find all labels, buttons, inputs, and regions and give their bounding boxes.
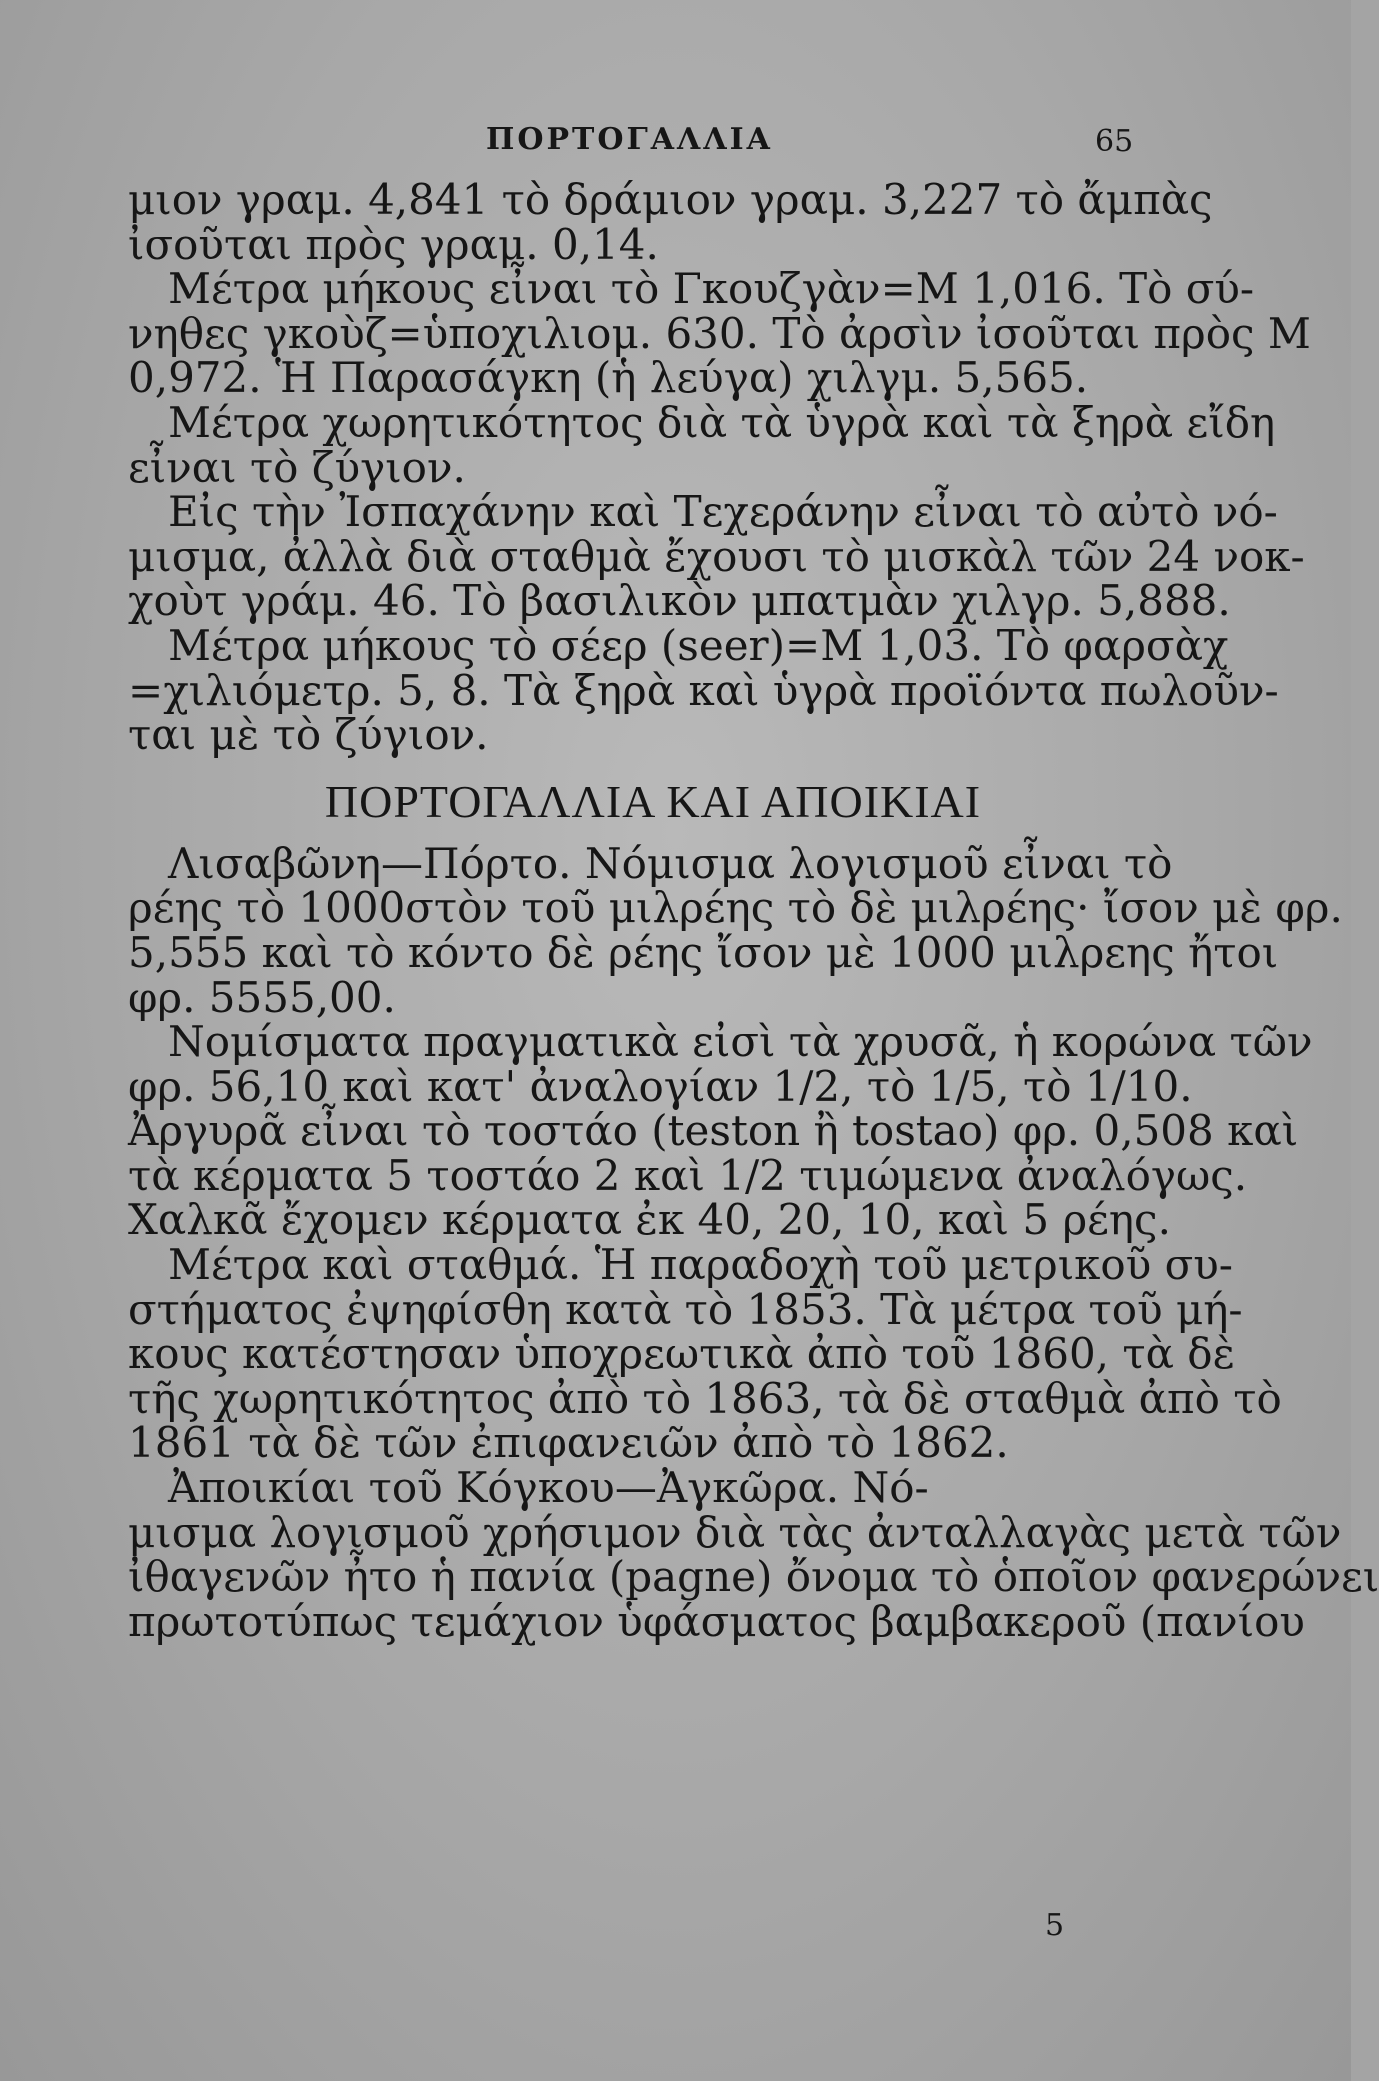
text-line: στήματος ἐψηφίσθη κατὰ τὸ 1853. Τὰ μέτρα τοῦ μή- [128, 1284, 1243, 1334]
section-heading: ΠΟΡΤΟΓΑΛΛΙΑ ΚΑΙ ΑΠΟΙΚΙΑΙ [324, 775, 982, 827]
running-title: ΠΟΡΤΟΓΑΛΛΙΑ [486, 122, 773, 157]
text-line: =χιλιόμετρ. 5, 8. Τὰ ξηρὰ καὶ ὑγρὰ προϊόντα πωλοῦν- [128, 665, 1279, 715]
body-text [128, 175, 1379, 1646]
text-line: μιον γραμ. 4,841 τὸ δράμιον γραμ. 3,227 τὸ ἄμπὰς [128, 175, 1213, 224]
text-line: ται μὲ τὸ ζύγιον. [128, 710, 489, 760]
text-line: Ἀποικίαι τοῦ Κόγκου—Ἀγκῶρα. Νό- [168, 1463, 929, 1513]
text-line: Νομίσματα πραγματικὰ εἰσὶ τὰ χρυσᾶ, ἡ κορώνα τῶν [168, 1017, 1313, 1067]
text-line: μισμα, ἀλλὰ διὰ σταθμὰ ἔχουσι τὸ μισκὰλ τῶν 24 νοκ- [128, 531, 1305, 581]
text-line: Μέτρα χωρητικότητος διὰ τὰ ὑγρὰ καὶ τὰ ξηρὰ εἴδη [168, 397, 1276, 447]
page-number: 65 [1095, 124, 1134, 159]
text-line: μισμα λογισμοῦ χρήσιμον διὰ τὰς ἀνταλλαγὰς μετὰ τῶν [128, 1507, 1342, 1557]
running-head [0, 122, 1351, 162]
text-line: πρωτοτύπως τεμάχιον ὑφάσματος βαμβακεροῦ (πανίου [128, 1596, 1305, 1646]
text-line: Λισαβῶνη—Πόρτο. Νόμισμα λογισμοῦ εἶναι τὸ [168, 838, 1173, 888]
text-line: χοὺτ γράμ. 46. Τὸ βασιλικὸν μπατμὰν χιλγρ. 5,888. [128, 576, 1231, 626]
text-line: ρέης τὸ 1000στὸν τοῦ μιλρέης τὸ δὲ μιλρέης· ἴσον μὲ φρ. [128, 883, 1343, 933]
text-line: φρ. 5555,00. [128, 972, 396, 1022]
signature-mark: 5 [1045, 1908, 1065, 1943]
text-line: 5,555 καὶ τὸ κόντο δὲ ρέης ἴσον μὲ 1000 μιλρεης ἤτοι [128, 927, 1279, 977]
text-line: εἶναι τὸ ζύγιον. [128, 442, 466, 492]
text-line: νηθες γκοὺζ=ὑποχιλιομ. 630. Τὸ ἀρσὶν ἰσοῦται πρὸς Μ [128, 308, 1311, 358]
text-line: Μέτρα μήκους τὸ σέερ (seer)=Μ 1,03. Τὸ φαρσὰχ [168, 620, 1229, 670]
text-line: τὰ κέρματα 5 τοστάο 2 καὶ 1/2 τιμώμενα ἀναλόγως. [128, 1150, 1248, 1200]
text-line: Χαλκᾶ ἔχομεν κέρματα ἐκ 40, 20, 10, καὶ 5 ρέης. [128, 1195, 1171, 1245]
text-line: 1861 τὰ δὲ τῶν ἐπιφανειῶν ἀπὸ τὸ 1862. [128, 1418, 1009, 1468]
text-line: φρ. 56,10 καὶ κατ' ἀναλογίαν 1/2, τὸ 1/5, τὸ 1/10. [128, 1061, 1193, 1111]
text-line: κους κατέστησαν ὑποχρεωτικὰ ἀπὸ τοῦ 1860, τὰ δὲ [128, 1329, 1236, 1379]
text-line: Ἀργυρᾶ εἶναι τὸ τοστάο (teston ἢ tostao) φρ. 0,508 καὶ [128, 1106, 1299, 1156]
text-line: Μέτρα καὶ σταθμά. Ἡ παραδοχὴ τοῦ μετρικοῦ συ- [168, 1240, 1233, 1290]
text-line: Μέτρα μήκους εἶναι τὸ Γκουζγὰν=Μ 1,016. Τὸ σύ- [168, 264, 1255, 314]
text-line: τῆς χωρητικότητος ἀπὸ τὸ 1863, τὰ δὲ σταθμὰ ἀπὸ τὸ [128, 1373, 1282, 1423]
text-line: ἰσοῦται πρὸς γραμ. 0,14. [128, 219, 659, 269]
text-line: Εἰς τὴν Ἰσπαχάνην καὶ Τεχεράνην εἶναι τὸ αὐτὸ νό- [168, 487, 1278, 537]
text-line: 0,972. Ἡ Παρασάγκη (ἡ λεύγα) χιλγμ. 5,565. [128, 353, 1089, 403]
text-line: ἰθαγενῶν ἦτο ἡ πανία (pagne) ὄνομα τὸ ὁποῖον φανερώνει [128, 1552, 1379, 1602]
